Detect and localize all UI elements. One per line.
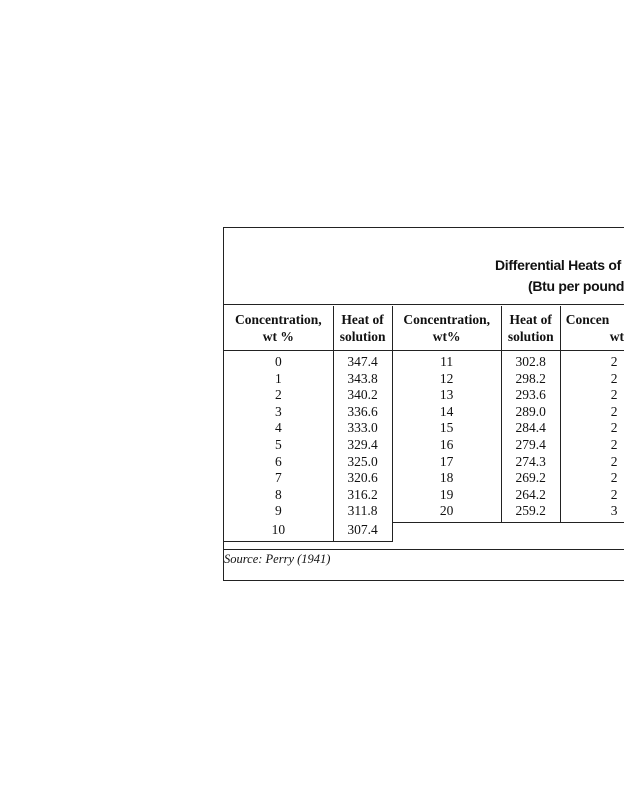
table-cell-c1: 7 [224, 470, 333, 487]
header-line: Concentration, [403, 312, 490, 327]
table-cell-c2: 17 [392, 454, 501, 471]
source-divider [224, 549, 624, 550]
table-cell-c2: 16 [392, 437, 501, 454]
header-concentration-2 [392, 306, 501, 351]
table-header-row [224, 306, 624, 351]
table-cell-c1: 10 [224, 522, 333, 541]
header-concentration-1 [224, 306, 333, 351]
table-cell-c3: 2 [610, 453, 618, 469]
table-row [224, 404, 624, 421]
table-cell-c3: 2 [610, 486, 618, 502]
table-cell-c3: 2 [610, 470, 618, 486]
table-cell-c1: 8 [224, 487, 333, 504]
header-line: Concentration, [235, 312, 322, 327]
table-cell-c3: 3 [560, 503, 624, 522]
table-cell-c1: 9 [224, 503, 333, 522]
table-row [224, 420, 624, 437]
source-note: Source: Perry (1941) [224, 552, 331, 566]
table-cell-c2: 14 [392, 404, 501, 421]
header-line: Heat of [509, 312, 552, 327]
table-row [224, 470, 624, 487]
table-row [224, 454, 624, 471]
table-cell-c2: 11 [392, 351, 501, 371]
table-cell-h2: 284.4 [501, 420, 560, 437]
header-line: wt % [262, 329, 294, 344]
table-cell-c2: 13 [392, 387, 501, 404]
table-cell-h2: 269.2 [501, 470, 560, 487]
header-heat-1 [333, 306, 392, 351]
table-cell-c3 [560, 522, 624, 541]
table-row [224, 371, 624, 388]
table-cell-h2: 289.0 [501, 404, 560, 421]
table-cell-h1: 333.0 [333, 420, 392, 437]
table-cell-c3: 2 [610, 354, 618, 369]
heat-of-solution-table [224, 306, 624, 542]
table-cell-h1: 311.8 [333, 503, 392, 522]
table-cell-c1: 3 [224, 404, 333, 421]
header-line: solution [339, 329, 386, 344]
table-cell-c1: 1 [224, 371, 333, 388]
table-title-area [224, 228, 624, 305]
table-cell-h1: 307.4 [333, 522, 392, 541]
table-cell-c3: 2 [610, 370, 618, 386]
table-cell-c3: 2 [610, 387, 618, 403]
table-cell-c1: 0 [224, 351, 333, 371]
table-cell-h2: 274.3 [501, 454, 560, 471]
table-cell-h1: 329.4 [333, 437, 392, 454]
table-row [224, 503, 624, 522]
table-cell-h2: 264.2 [501, 487, 560, 504]
table-cell-h1: 325.0 [333, 454, 392, 471]
table-cell-h1: 316.2 [333, 487, 392, 504]
table-cell-c2: 12 [392, 371, 501, 388]
header-line: Concen [565, 312, 610, 327]
table-row [224, 437, 624, 454]
table-cell-c2: 18 [392, 470, 501, 487]
table-title: Differential Heats of [495, 257, 621, 273]
table-cell-c1: 2 [224, 387, 333, 404]
table-cell-h1: 347.4 [333, 351, 392, 371]
table-cell-h2: 302.8 [501, 351, 560, 371]
table-cell-c3: 2 [610, 420, 618, 436]
table-subtitle: (Btu per pound [528, 278, 624, 294]
table-cell-c2: 15 [392, 420, 501, 437]
table-cell-h2: 279.4 [501, 437, 560, 454]
table-cell-c2: 19 [392, 487, 501, 504]
table-cell-h2: 293.6 [501, 387, 560, 404]
table-cell-c2: 20 [392, 503, 501, 522]
table-cell-c3: 2 [610, 436, 618, 452]
header-line: wt% [432, 329, 461, 344]
table-row [224, 487, 624, 504]
table-cell-h2: 298.2 [501, 371, 560, 388]
table-cell-h1: 343.8 [333, 371, 392, 388]
header-concentration-3 [560, 306, 624, 351]
table-row [224, 522, 624, 541]
table-cell-h2 [501, 522, 560, 541]
table-cell-c1: 6 [224, 454, 333, 471]
header-line: Heat of [341, 312, 384, 327]
table-frame [223, 227, 624, 581]
table-row [224, 387, 624, 404]
header-line: wt [609, 329, 624, 344]
table-cell-c2 [392, 522, 501, 541]
table-cell-h1: 320.6 [333, 470, 392, 487]
table-cell-h1: 336.6 [333, 404, 392, 421]
table-cell-c3: 2 [610, 403, 618, 419]
table-cell-c1: 5 [224, 437, 333, 454]
table-cell-c1: 4 [224, 420, 333, 437]
header-heat-2 [501, 306, 560, 351]
table-cell-h1: 340.2 [333, 387, 392, 404]
header-line: solution [507, 329, 554, 344]
table-body [224, 351, 624, 542]
table-cell-h2: 259.2 [501, 503, 560, 522]
table-row [224, 351, 624, 371]
